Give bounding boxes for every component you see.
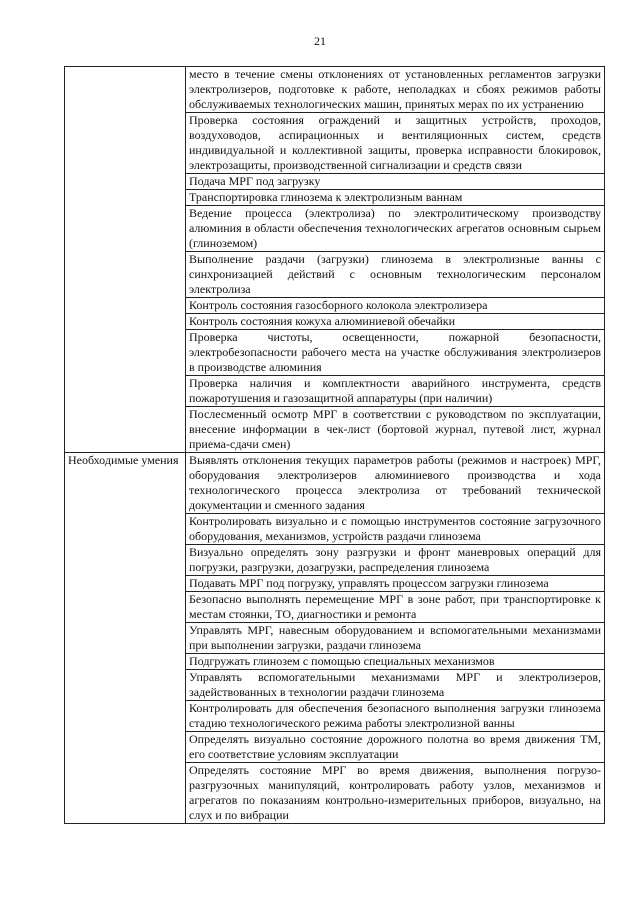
requirement-cell: Контроль состояния газосборного колокола электролизера — [186, 298, 605, 314]
requirement-cell: Безопасно выполнять перемещение МРГ в зоне работ, при транспортировке к местам стоянки, ТО, диагностики и ремонта — [186, 592, 605, 623]
requirement-cell: Контроль состояния кожуха алюминиевой обечайки — [186, 314, 605, 330]
requirement-cell: Управлять МРГ, навесным оборудованием и вспомогательными механизмами при выполнении загрузки, раздачи глинозема — [186, 623, 605, 654]
page-number: 21 — [314, 34, 326, 48]
requirement-cell: Визуально определять зону разгрузки и фронт маневровых операций для погрузки, разгрузки, дозагрузки, распределения глинозема — [186, 545, 605, 576]
requirement-cell: Контролировать для обеспечения безопасного выполнения загрузки глинозема стадию технологического режима работы электролизной ванны — [186, 701, 605, 732]
requirement-cell: Послесменный осмотр МРГ в соответствии с руководством по эксплуатации, внесение информации в чек-лист (бортовой журнал, путевой лист, журнал приема-сдачи смен) — [186, 407, 605, 453]
requirement-cell: Подгружать глинозем с помощью специальных механизмов — [186, 654, 605, 670]
requirement-cell: Определять визуально состояние дорожного полотна во время движения ТМ, его соответствие условиям эксплуатации — [186, 732, 605, 763]
requirement-cell: Выполнение раздачи (загрузки) глинозема в электролизные ванны с синхронизацией действий с основным технологическим персоналом электролиза — [186, 252, 605, 298]
requirement-cell: Подавать МРГ под погрузку, управлять процессом загрузки глинозема — [186, 576, 605, 592]
requirement-cell: Определять состояние МРГ во время движения, выполнения погрузо-разгрузочных манипуляций, контролировать работу узлов, механизмов и агрегатов по показаниям контрольно-измерительных приборов, визуально, на слух и по вибрации — [186, 763, 605, 824]
requirement-cell: Выявлять отклонения текущих параметров работы (режимов и настроек) МРГ, оборудования электролизеров алюминиевого производства и хода технологического процесса электролиза от требований технической документации и сменного задания — [186, 453, 605, 514]
requirement-cell: Проверка наличия и комплектности аварийного инструмента, средств пожаротушения и газозащитной аппаратуры (при наличии) — [186, 376, 605, 407]
section-heading-cell — [65, 67, 186, 453]
requirement-cell: Контролировать визуально и с помощью инструментов состояние загрузочного оборудования, механизмов, устройств раздачи глинозема — [186, 514, 605, 545]
requirement-cell: Подача МРГ под загрузку — [186, 174, 605, 190]
requirement-cell: место в течение смены отклонениях от установленных регламентов загрузки электролизеров, подготовке к работе, неполадках и сбоях режимов работы обслуживаемых технологических машин, принятых мерах по их устранению — [186, 67, 605, 113]
section-heading-cell: Необходимые умения — [65, 453, 186, 824]
requirement-cell: Управлять вспомогательными механизмами МРГ и электролизеров, задействованных в технологии раздачи глинозема — [186, 670, 605, 701]
table-row — [65, 453, 605, 514]
requirement-cell: Проверка состояния ограждений и защитных устройств, проходов, воздуховодов, аспирационных и вентиляционных систем, средств индивидуальной и коллективной защиты, проверка исправности блокировок, электрозащиты, производственной сигнализации и средств связи — [186, 113, 605, 174]
table-row — [65, 67, 605, 113]
competency-table — [64, 66, 605, 824]
requirement-cell: Ведение процесса (электролиза) по электролитическому производству алюминия в области обеспечения технологических агрегатов основным сырьем (глиноземом) — [186, 206, 605, 252]
requirement-cell: Проверка чистоты, освещенности, пожарной безопасности, электробезопасности рабочего места на участке обслуживания электролизеров в производстве алюминия — [186, 330, 605, 376]
requirement-cell: Транспортировка глинозема к электролизным ваннам — [186, 190, 605, 206]
